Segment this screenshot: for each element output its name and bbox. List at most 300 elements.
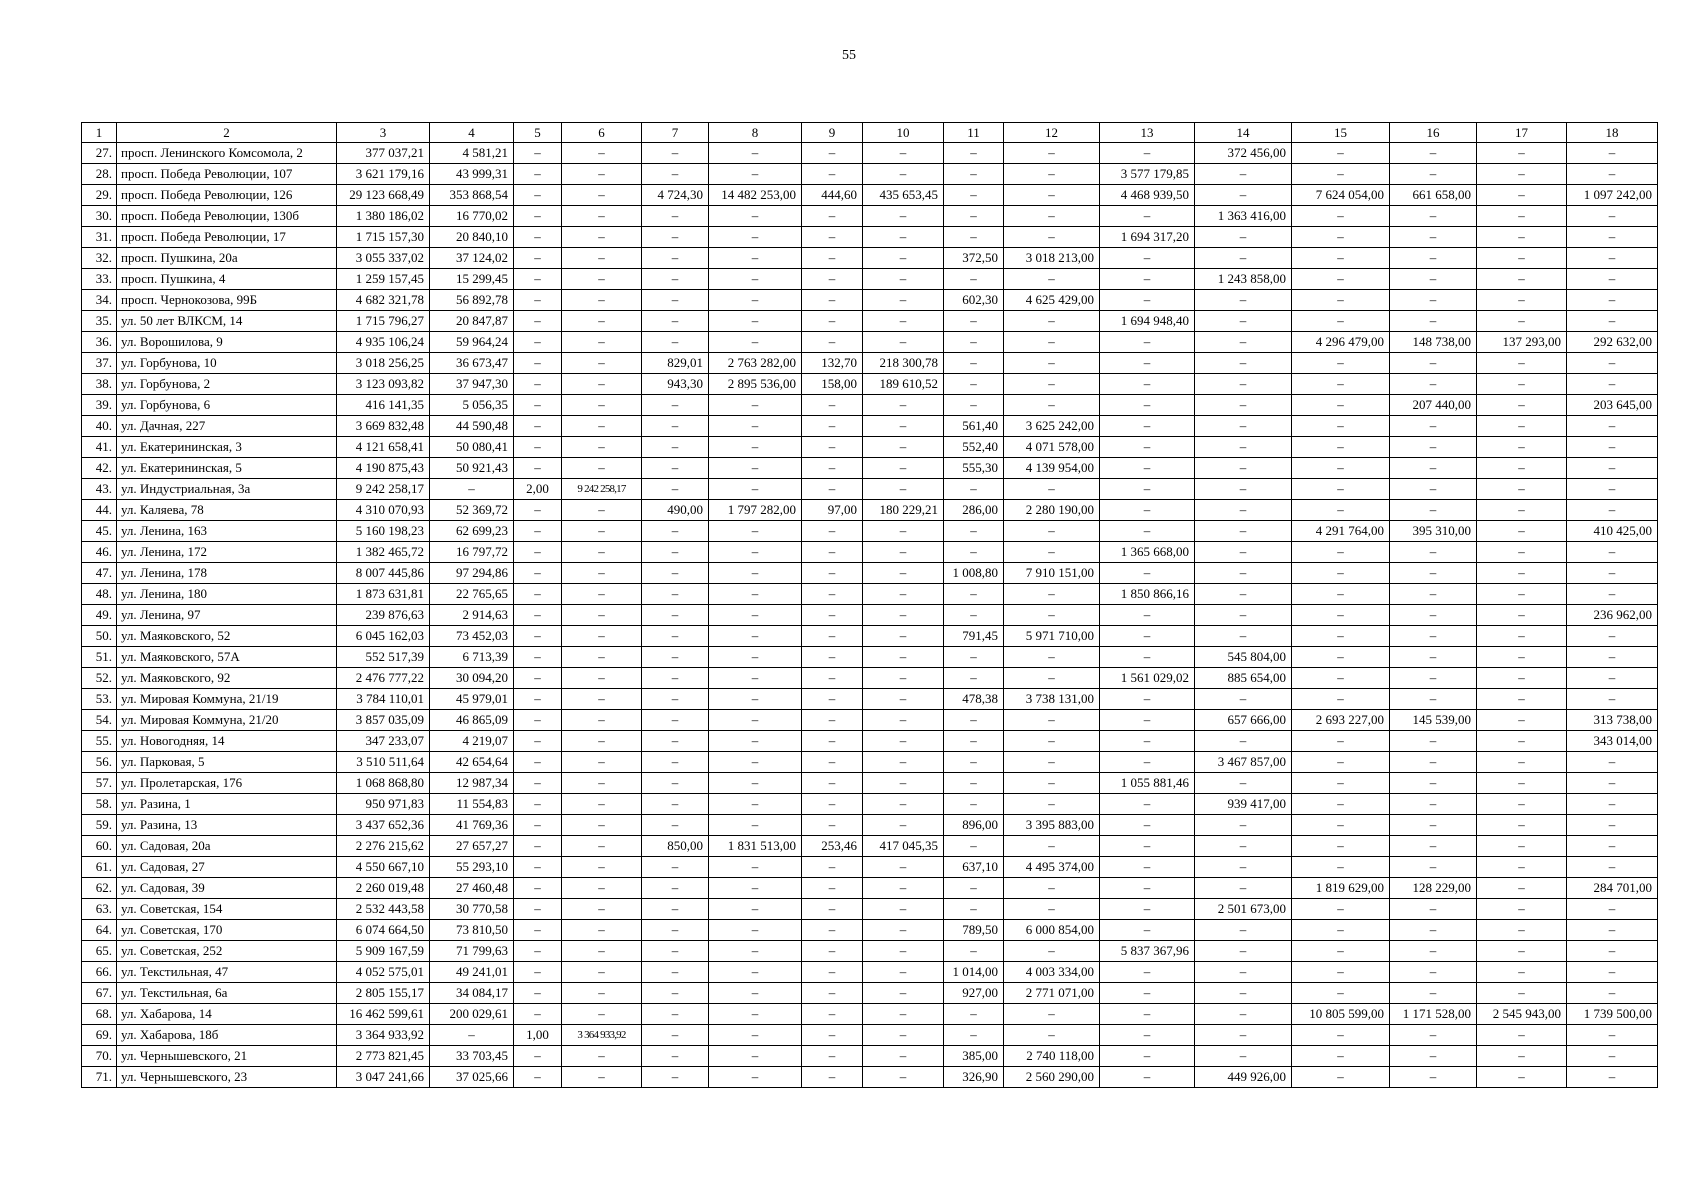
row-number-cell: 61. <box>82 857 117 878</box>
row-number-cell: 69. <box>82 1025 117 1046</box>
address-cell: ул. Ворошилова, 9 <box>117 332 337 353</box>
value-cell: 44 590,48 <box>430 416 514 437</box>
value-cell: – <box>1195 689 1292 710</box>
value-cell: – <box>1567 353 1658 374</box>
value-cell: 29 123 668,49 <box>337 185 430 206</box>
value-cell: – <box>562 794 642 815</box>
value-cell: – <box>709 983 802 1004</box>
address-cell: просп. Пушкина, 4 <box>117 269 337 290</box>
column-header: 12 <box>1004 123 1100 143</box>
value-cell: – <box>1390 605 1477 626</box>
value-cell: – <box>1100 626 1195 647</box>
value-cell: 6 045 162,03 <box>337 626 430 647</box>
table-row <box>82 983 1658 1004</box>
value-cell: – <box>802 752 863 773</box>
value-cell: – <box>514 1046 562 1067</box>
value-cell: – <box>863 794 944 815</box>
value-cell: – <box>1195 374 1292 395</box>
row-number-cell: 66. <box>82 962 117 983</box>
value-cell: – <box>1004 584 1100 605</box>
table-row <box>82 815 1658 836</box>
value-cell: – <box>514 815 562 836</box>
row-number-cell: 65. <box>82 941 117 962</box>
table-row <box>82 605 1658 626</box>
table-row <box>82 1046 1658 1067</box>
value-cell: – <box>1390 647 1477 668</box>
value-cell: – <box>1292 962 1390 983</box>
value-cell: – <box>709 332 802 353</box>
value-cell: 3 784 110,01 <box>337 689 430 710</box>
value-cell: – <box>802 248 863 269</box>
value-cell: – <box>1477 1067 1567 1088</box>
value-cell: – <box>514 836 562 857</box>
value-cell: – <box>514 857 562 878</box>
value-cell: – <box>1292 983 1390 1004</box>
value-cell: – <box>1100 710 1195 731</box>
value-cell: – <box>1195 815 1292 836</box>
table-row <box>82 479 1658 500</box>
value-cell: – <box>514 773 562 794</box>
table-row <box>82 899 1658 920</box>
row-number-cell: 49. <box>82 605 117 626</box>
value-cell: 347 233,07 <box>337 731 430 752</box>
value-cell: – <box>1390 458 1477 479</box>
value-cell: – <box>1390 563 1477 584</box>
value-cell: – <box>562 353 642 374</box>
value-cell: – <box>802 206 863 227</box>
value-cell: – <box>514 458 562 479</box>
table-row <box>82 416 1658 437</box>
value-cell: – <box>944 353 1004 374</box>
value-cell: 9 242 258,17 <box>562 479 642 500</box>
value-cell: – <box>514 542 562 563</box>
value-cell: – <box>514 710 562 731</box>
value-cell: 284 701,00 <box>1567 878 1658 899</box>
value-cell: – <box>1292 941 1390 962</box>
value-cell: – <box>802 941 863 962</box>
value-cell: – <box>1004 899 1100 920</box>
value-cell: – <box>1100 731 1195 752</box>
value-cell: – <box>1390 983 1477 1004</box>
value-cell: – <box>1567 584 1658 605</box>
value-cell: – <box>944 836 1004 857</box>
value-cell: – <box>1292 899 1390 920</box>
value-cell: 15 299,45 <box>430 269 514 290</box>
value-cell: – <box>1292 395 1390 416</box>
value-cell: – <box>944 1025 1004 1046</box>
value-cell: – <box>863 143 944 164</box>
row-number-cell: 47. <box>82 563 117 584</box>
value-cell: – <box>1390 941 1477 962</box>
value-cell: – <box>1390 206 1477 227</box>
value-cell: – <box>514 185 562 206</box>
table-row <box>82 542 1658 563</box>
value-cell: 218 300,78 <box>863 353 944 374</box>
value-cell: 1 694 317,20 <box>1100 227 1195 248</box>
value-cell: – <box>863 899 944 920</box>
table-header-row <box>82 123 1658 143</box>
value-cell: – <box>1390 542 1477 563</box>
row-number-cell: 57. <box>82 773 117 794</box>
value-cell: 3 625 242,00 <box>1004 416 1100 437</box>
row-number-cell: 36. <box>82 332 117 353</box>
value-cell: 145 539,00 <box>1390 710 1477 731</box>
row-number-cell: 30. <box>82 206 117 227</box>
value-cell: – <box>1390 731 1477 752</box>
value-cell: – <box>1390 437 1477 458</box>
value-cell: – <box>1292 143 1390 164</box>
value-cell: – <box>642 395 709 416</box>
value-cell: – <box>709 395 802 416</box>
value-cell: – <box>802 1004 863 1025</box>
value-cell: – <box>1100 374 1195 395</box>
value-cell: – <box>1292 794 1390 815</box>
value-cell: – <box>863 1067 944 1088</box>
value-cell: – <box>562 542 642 563</box>
value-cell: – <box>562 437 642 458</box>
value-cell: – <box>709 731 802 752</box>
value-cell: 939 417,00 <box>1195 794 1292 815</box>
value-cell: – <box>514 647 562 668</box>
value-cell: – <box>1292 479 1390 500</box>
value-cell: 1 380 186,02 <box>337 206 430 227</box>
row-number-cell: 58. <box>82 794 117 815</box>
value-cell: – <box>802 689 863 710</box>
column-header: 17 <box>1477 123 1567 143</box>
value-cell: 2 771 071,00 <box>1004 983 1100 1004</box>
value-cell: – <box>1477 248 1567 269</box>
capital-repair-table <box>81 122 1658 1088</box>
value-cell: – <box>802 290 863 311</box>
value-cell: – <box>1195 836 1292 857</box>
value-cell: 239 876,63 <box>337 605 430 626</box>
value-cell: 189 610,52 <box>863 374 944 395</box>
value-cell: – <box>709 626 802 647</box>
address-cell: ул. Ленина, 163 <box>117 521 337 542</box>
value-cell: 478,38 <box>944 689 1004 710</box>
column-header: 13 <box>1100 123 1195 143</box>
value-cell: – <box>1477 521 1567 542</box>
value-cell: – <box>1567 1046 1658 1067</box>
value-cell: – <box>1100 458 1195 479</box>
value-cell: 4 625 429,00 <box>1004 290 1100 311</box>
value-cell: – <box>1195 857 1292 878</box>
value-cell: – <box>642 941 709 962</box>
value-cell: 4 296 479,00 <box>1292 332 1390 353</box>
value-cell: – <box>709 1025 802 1046</box>
table-row <box>82 752 1658 773</box>
value-cell: 37 124,02 <box>430 248 514 269</box>
value-cell: 326,90 <box>944 1067 1004 1088</box>
value-cell: 372 456,00 <box>1195 143 1292 164</box>
value-cell: – <box>1004 185 1100 206</box>
value-cell: 444,60 <box>802 185 863 206</box>
value-cell: 417 045,35 <box>863 836 944 857</box>
value-cell: – <box>1390 794 1477 815</box>
value-cell: 545 804,00 <box>1195 647 1292 668</box>
value-cell: – <box>1100 143 1195 164</box>
table-row <box>82 794 1658 815</box>
column-header: 11 <box>944 123 1004 143</box>
value-cell: – <box>514 605 562 626</box>
value-cell: – <box>1004 521 1100 542</box>
value-cell: – <box>562 500 642 521</box>
table-row <box>82 689 1658 710</box>
value-cell: – <box>642 647 709 668</box>
value-cell: 789,50 <box>944 920 1004 941</box>
value-cell: – <box>1390 311 1477 332</box>
value-cell: – <box>1292 773 1390 794</box>
value-cell: 4 495 374,00 <box>1004 857 1100 878</box>
value-cell: – <box>562 647 642 668</box>
value-cell: – <box>1004 794 1100 815</box>
value-cell: – <box>1390 479 1477 500</box>
value-cell: – <box>1567 479 1658 500</box>
row-number-cell: 33. <box>82 269 117 290</box>
table-row <box>82 269 1658 290</box>
value-cell: 43 999,31 <box>430 164 514 185</box>
value-cell: – <box>1477 878 1567 899</box>
value-cell: – <box>562 1046 642 1067</box>
table-row <box>82 584 1658 605</box>
row-number-cell: 70. <box>82 1046 117 1067</box>
value-cell: – <box>1477 542 1567 563</box>
value-cell: – <box>863 311 944 332</box>
value-cell: – <box>1477 668 1567 689</box>
row-number-cell: 35. <box>82 311 117 332</box>
value-cell: 2 740 118,00 <box>1004 1046 1100 1067</box>
value-cell: – <box>1292 269 1390 290</box>
value-cell: – <box>642 731 709 752</box>
value-cell: – <box>863 521 944 542</box>
value-cell: 158,00 <box>802 374 863 395</box>
value-cell: – <box>802 227 863 248</box>
value-cell: – <box>1292 458 1390 479</box>
address-cell: ул. Мировая Коммуна, 21/19 <box>117 689 337 710</box>
value-cell: – <box>1477 374 1567 395</box>
value-cell: – <box>1004 395 1100 416</box>
table-row <box>82 374 1658 395</box>
value-cell: – <box>802 626 863 647</box>
value-cell: – <box>1004 269 1100 290</box>
value-cell: – <box>1567 773 1658 794</box>
value-cell: – <box>1567 983 1658 1004</box>
value-cell: – <box>802 605 863 626</box>
value-cell: – <box>802 164 863 185</box>
value-cell: – <box>1004 206 1100 227</box>
value-cell: 657 666,00 <box>1195 710 1292 731</box>
value-cell: 20 840,10 <box>430 227 514 248</box>
value-cell: – <box>1477 605 1567 626</box>
table-row <box>82 311 1658 332</box>
value-cell: – <box>1004 374 1100 395</box>
value-cell: – <box>1195 416 1292 437</box>
address-cell: ул. Ленина, 172 <box>117 542 337 563</box>
address-cell: ул. Ленина, 97 <box>117 605 337 626</box>
value-cell: – <box>514 290 562 311</box>
value-cell: – <box>562 248 642 269</box>
value-cell: – <box>1477 395 1567 416</box>
value-cell: 5 909 167,59 <box>337 941 430 962</box>
value-cell: 1 097 242,00 <box>1567 185 1658 206</box>
value-cell: – <box>1477 647 1567 668</box>
value-cell: – <box>709 605 802 626</box>
value-cell: – <box>863 269 944 290</box>
value-cell: – <box>863 1004 944 1025</box>
value-cell: – <box>642 206 709 227</box>
value-cell: 791,45 <box>944 626 1004 647</box>
address-cell: ул. Горбунова, 2 <box>117 374 337 395</box>
value-cell: – <box>1195 395 1292 416</box>
table-row <box>82 710 1658 731</box>
value-cell: – <box>1477 458 1567 479</box>
value-cell: 1 715 796,27 <box>337 311 430 332</box>
value-cell: 34 084,17 <box>430 983 514 1004</box>
value-cell: – <box>1004 878 1100 899</box>
value-cell: – <box>1477 752 1567 773</box>
value-cell: – <box>709 752 802 773</box>
value-cell: 73 452,03 <box>430 626 514 647</box>
value-cell: – <box>1292 248 1390 269</box>
value-cell: – <box>944 332 1004 353</box>
address-cell: ул. Ленина, 178 <box>117 563 337 584</box>
value-cell: – <box>1477 731 1567 752</box>
table-row <box>82 458 1658 479</box>
value-cell: – <box>863 1046 944 1067</box>
address-cell: ул. Горбунова, 6 <box>117 395 337 416</box>
value-cell: 1 014,00 <box>944 962 1004 983</box>
value-cell: – <box>1195 1025 1292 1046</box>
value-cell: – <box>1390 374 1477 395</box>
value-cell: 148 738,00 <box>1390 332 1477 353</box>
table-row <box>82 521 1658 542</box>
value-cell: – <box>1100 794 1195 815</box>
value-cell: – <box>1004 542 1100 563</box>
value-cell: 2 476 777,22 <box>337 668 430 689</box>
value-cell: – <box>642 773 709 794</box>
value-cell: 372,50 <box>944 248 1004 269</box>
value-cell: – <box>1292 836 1390 857</box>
value-cell: – <box>1477 941 1567 962</box>
address-cell: ул. Садовая, 20а <box>117 836 337 857</box>
column-header: 9 <box>802 123 863 143</box>
value-cell: – <box>514 227 562 248</box>
value-cell: – <box>562 290 642 311</box>
value-cell: – <box>802 437 863 458</box>
value-cell: – <box>1100 416 1195 437</box>
value-cell: – <box>1477 500 1567 521</box>
value-cell: – <box>944 542 1004 563</box>
value-cell: 50 921,43 <box>430 458 514 479</box>
value-cell: – <box>1567 857 1658 878</box>
value-cell: – <box>1004 668 1100 689</box>
value-cell: – <box>1477 857 1567 878</box>
value-cell: 59 964,24 <box>430 332 514 353</box>
value-cell: – <box>944 143 1004 164</box>
value-cell: – <box>1292 584 1390 605</box>
value-cell: – <box>709 143 802 164</box>
column-header: 7 <box>642 123 709 143</box>
value-cell: – <box>1390 626 1477 647</box>
value-cell: – <box>709 227 802 248</box>
value-cell: 200 029,61 <box>430 1004 514 1025</box>
value-cell: – <box>802 962 863 983</box>
value-cell: 2 276 215,62 <box>337 836 430 857</box>
value-cell: – <box>863 563 944 584</box>
table-row <box>82 731 1658 752</box>
value-cell: – <box>944 878 1004 899</box>
address-cell: ул. Каляева, 78 <box>117 500 337 521</box>
value-cell: – <box>802 668 863 689</box>
value-cell: – <box>1477 416 1567 437</box>
value-cell: 4 581,21 <box>430 143 514 164</box>
address-cell: ул. Советская, 154 <box>117 899 337 920</box>
value-cell: 71 799,63 <box>430 941 514 962</box>
value-cell: 1 068 868,80 <box>337 773 430 794</box>
value-cell: 885 654,00 <box>1195 668 1292 689</box>
row-number-cell: 38. <box>82 374 117 395</box>
value-cell: – <box>562 521 642 542</box>
table-row <box>82 332 1658 353</box>
value-cell: – <box>802 311 863 332</box>
value-cell: 11 554,83 <box>430 794 514 815</box>
value-cell: 37 947,30 <box>430 374 514 395</box>
value-cell: 7 910 151,00 <box>1004 563 1100 584</box>
column-header: 8 <box>709 123 802 143</box>
value-cell: – <box>642 689 709 710</box>
row-number-cell: 51. <box>82 647 117 668</box>
value-cell: – <box>1292 437 1390 458</box>
value-cell: – <box>1100 1067 1195 1088</box>
value-cell: – <box>642 143 709 164</box>
value-cell: – <box>944 269 1004 290</box>
value-cell: – <box>642 248 709 269</box>
value-cell: – <box>709 269 802 290</box>
address-cell: ул. Текстильная, 47 <box>117 962 337 983</box>
value-cell: – <box>514 752 562 773</box>
value-cell: – <box>1477 920 1567 941</box>
value-cell: – <box>1390 269 1477 290</box>
value-cell: – <box>562 185 642 206</box>
value-cell: – <box>944 185 1004 206</box>
value-cell: – <box>514 899 562 920</box>
table-row <box>82 206 1658 227</box>
value-cell: – <box>863 605 944 626</box>
value-cell: – <box>1390 962 1477 983</box>
row-number-cell: 45. <box>82 521 117 542</box>
value-cell: – <box>514 206 562 227</box>
value-cell: 1 561 029,02 <box>1100 668 1195 689</box>
row-number-cell: 31. <box>82 227 117 248</box>
value-cell: – <box>1292 920 1390 941</box>
row-number-cell: 50. <box>82 626 117 647</box>
value-cell: 896,00 <box>944 815 1004 836</box>
value-cell: 16 797,72 <box>430 542 514 563</box>
value-cell: – <box>1100 269 1195 290</box>
value-cell: 97 294,86 <box>430 563 514 584</box>
value-cell: 552,40 <box>944 437 1004 458</box>
value-cell: – <box>562 899 642 920</box>
address-cell: ул. Чернышевского, 23 <box>117 1067 337 1088</box>
value-cell: – <box>863 395 944 416</box>
value-cell: – <box>1100 1046 1195 1067</box>
value-cell: – <box>514 731 562 752</box>
value-cell: – <box>944 794 1004 815</box>
value-cell: – <box>562 752 642 773</box>
value-cell: – <box>1292 500 1390 521</box>
value-cell: – <box>1004 731 1100 752</box>
value-cell: – <box>514 920 562 941</box>
